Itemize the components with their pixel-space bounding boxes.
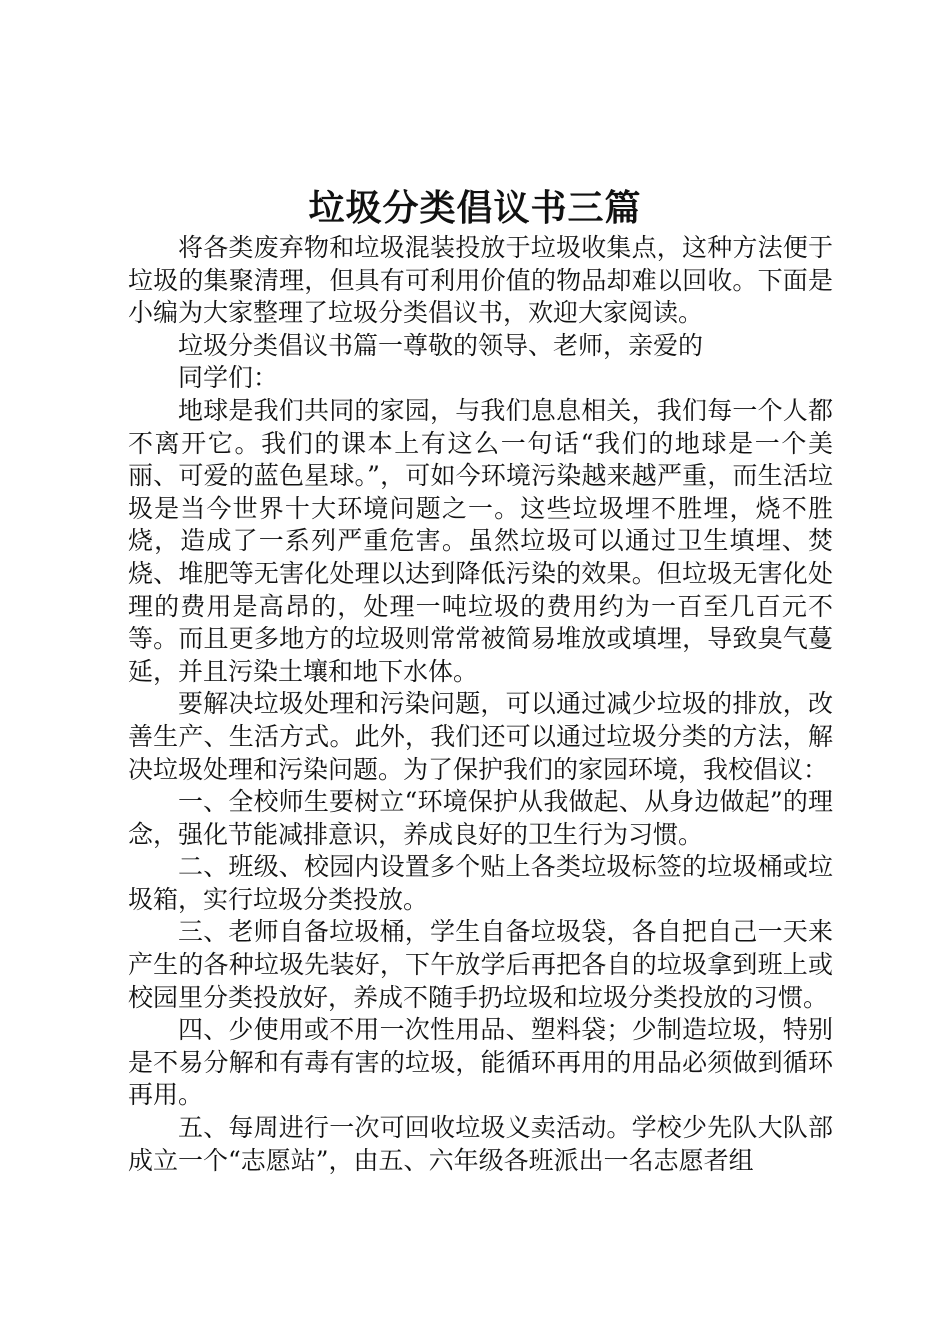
document-body <box>128 232 833 1177</box>
paragraph-intro: 将各类废弃物和垃圾混装投放于垃圾收集点，这种方法便于垃圾的集聚清理，但具有可利用价值的物品却难以回收。下面是小编为大家整理了垃圾分类倡议书，欢迎大家阅读。 <box>128 233 833 328</box>
paragraph-item-5: 五、每周进行一次可回收垃圾义卖活动。学校少先队大队部成立一个“志愿站”，由五、六年级各班派出一名志愿者组 <box>128 1113 833 1175</box>
document-title: 垃圾分类倡议书三篇 <box>308 187 642 229</box>
paragraph-salutation-cont: 同学们： <box>178 363 279 393</box>
paragraph-item-3: 三、老师自备垃圾桶，学生自备垃圾袋，各自把自己一天来产生的各种垃圾先装好，下午放学后再把各自的垃圾拿到班上或校园里分类投放好，养成不随手扔垃圾和垃圾分类投放的习惯。 <box>128 917 833 1012</box>
paragraph-item-1: 一、全校师生要树立“环境保护从我做起、从身边做起”的理念，强化节能减排意识，养成良好的卫生行为习惯。 <box>128 787 833 849</box>
paragraph-earth: 地球是我们共同的家园，与我们息息相关，我们每一个人都不离开它。我们的课本上有这么一句话“我们的地球是一个美丽、可爱的蓝色星球。”，可如今环境污染越来越严重，而生活垃圾是当今世界十大环境问题之一。这些垃圾埋不胜埋，烧不胜烧，造成了一系列严重危害。虽然垃圾可以通过卫生填埋、焚烧、堆肥等无害化处理以达到降低污染的效果。但垃圾无害化处理的费用是高昂的，处理一吨垃圾的费用约为一百至几百元不等。而且更多地方的垃圾则常常被简易堆放或填埋，导致臭气蔓延，并且污染土壤和地下水体。 <box>128 395 833 686</box>
paragraph-item-2: 二、班级、校园内设置多个贴上各类垃圾标签的垃圾桶或垃圾箱，实行垃圾分类投放。 <box>128 852 833 914</box>
paragraph-salutation: 垃圾分类倡议书篇一尊敬的领导、老师，亲爱的 <box>178 330 704 360</box>
paragraph-item-4: 四、少使用或不用一次性用品、塑料袋；少制造垃圾，特别是不易分解和有毒有害的垃圾，能循环再用的用品必须做到循环再用。 <box>128 1015 833 1110</box>
paragraph-solution: 要解决垃圾处理和污染问题，可以通过减少垃圾的排放，改善生产、生活方式。此外，我们还可以通过垃圾分类的方法，解决垃圾处理和污染问题。为了保护我们的家园环境，我校倡议： <box>128 689 833 784</box>
